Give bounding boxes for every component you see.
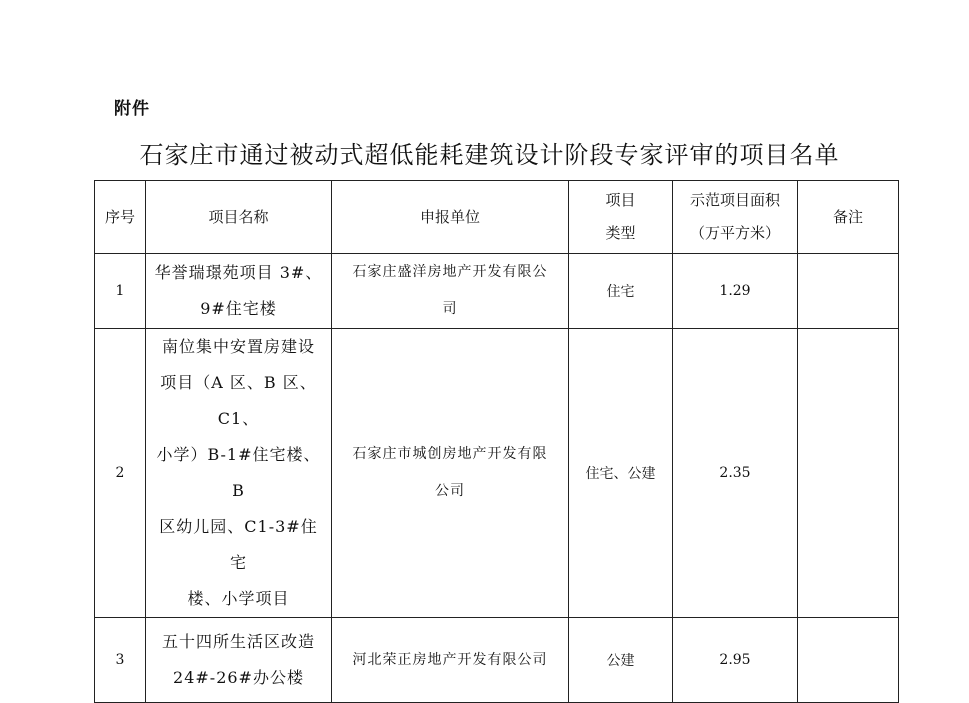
cell-area: 2.95 — [673, 618, 798, 703]
cell-name-line: 楼、小学项目 — [187, 589, 290, 608]
cell-name-line: 南位集中安置房建设 — [161, 337, 315, 356]
header-area-line2: （万平方米） — [689, 224, 780, 242]
cell-name — [146, 618, 332, 703]
cell-area: 2.35 — [673, 329, 798, 618]
header-no: 序号 — [95, 181, 146, 254]
cell-unit-line: 石家庄市城创房地产开发有限 — [352, 446, 548, 462]
cell-type: 住宅、公建 — [569, 329, 673, 618]
cell-name — [146, 254, 332, 329]
table-row — [95, 254, 899, 329]
table-header-row — [95, 181, 899, 254]
cell-type: 公建 — [569, 618, 673, 703]
cell-unit-line: 河北荣正房地产开发有限公司 — [352, 651, 548, 668]
header-type-line2: 类型 — [605, 224, 636, 242]
cell-name — [146, 329, 332, 618]
attachment-label: 附件 — [114, 99, 150, 119]
header-note: 备注 — [798, 181, 899, 254]
cell-unit-line: 司 — [442, 301, 458, 317]
document-title: 石家庄市通过被动式超低能耗建筑设计阶段专家评审的项目名单 — [139, 141, 840, 169]
cell-no: 1 — [95, 254, 146, 329]
cell-name-line: 项目（A 区、B 区、C1、 — [160, 373, 317, 428]
cell-no: 2 — [95, 329, 146, 618]
cell-name-line: 区幼儿园、C1-3#住宅 — [159, 517, 318, 572]
cell-area: 1.29 — [673, 254, 798, 329]
project-list-table — [94, 180, 899, 703]
cell-unit — [332, 329, 569, 618]
cell-unit — [332, 254, 569, 329]
cell-name-line: 五十四所生活区改造 — [161, 632, 315, 651]
header-type-line1: 项目 — [605, 191, 636, 209]
cell-unit — [332, 618, 569, 703]
cell-note — [798, 329, 899, 618]
cell-name-line: 24#-26#办公楼 — [173, 668, 304, 687]
cell-name-line: 9#住宅楼 — [200, 299, 277, 318]
table-row — [95, 329, 899, 618]
cell-name-line: 小学）B-1#住宅楼、B — [156, 445, 321, 500]
cell-no: 3 — [95, 618, 146, 703]
cell-note — [798, 254, 899, 329]
header-unit: 申报单位 — [332, 181, 569, 254]
cell-name-line: 华誉瑞璟苑项目 3#、 — [154, 263, 323, 282]
cell-unit-line: 公司 — [435, 483, 465, 499]
table-row — [95, 618, 899, 703]
header-name: 项目名称 — [146, 181, 332, 254]
cell-type: 住宅 — [569, 254, 673, 329]
header-area — [673, 181, 798, 254]
header-area-line1: 示范项目面积 — [689, 191, 780, 209]
cell-unit-line: 石家庄盛洋房地产开发有限公 — [352, 264, 548, 280]
header-type — [569, 181, 673, 254]
cell-note — [798, 618, 899, 703]
